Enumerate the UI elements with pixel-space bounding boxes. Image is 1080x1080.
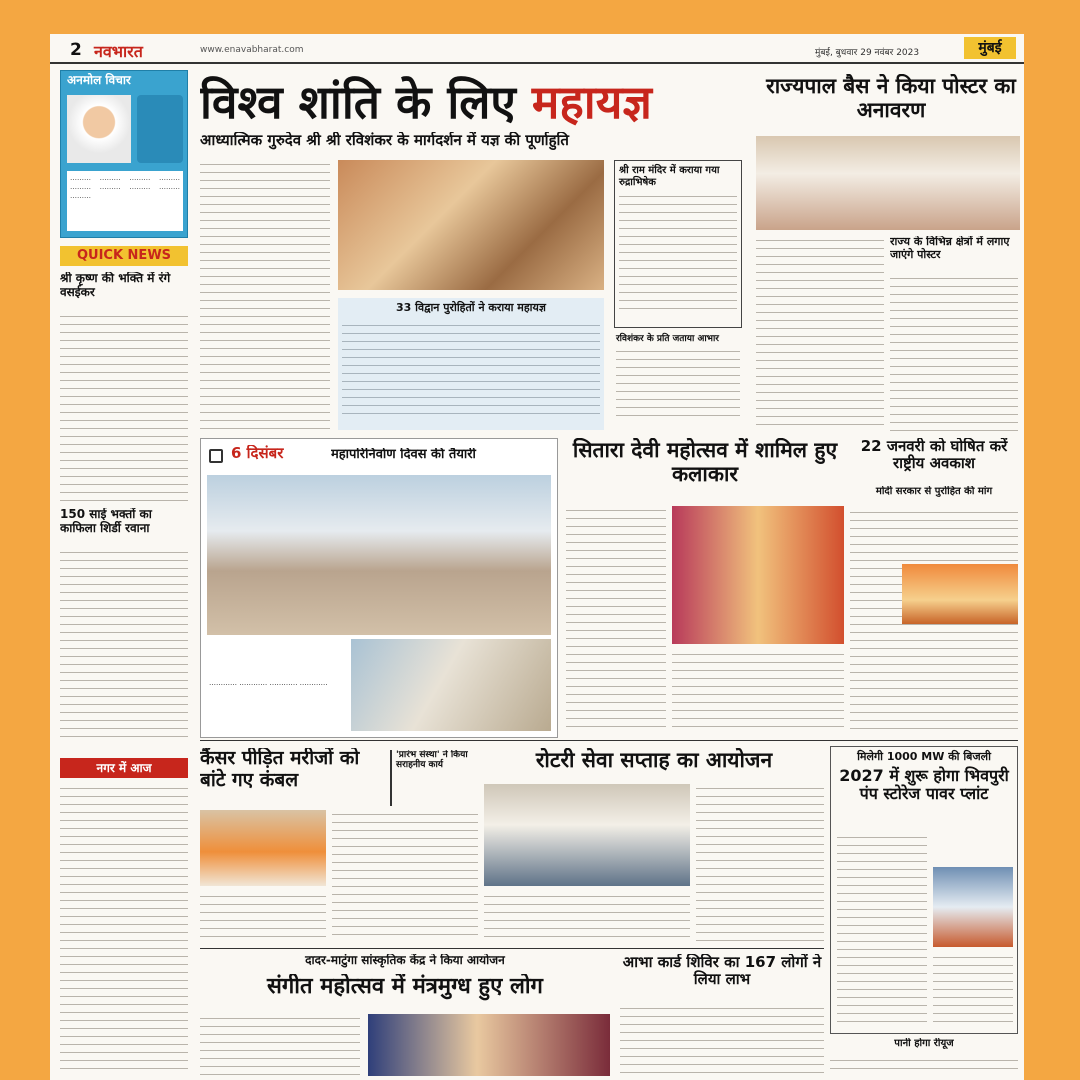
quick-news-headline-2: 150 साई भक्तों का काफिला शिर्डी रवाना xyxy=(60,508,152,535)
power-text xyxy=(837,833,927,1029)
power-plant-box xyxy=(830,746,1018,1034)
dec6-date: 6 दिसंबर xyxy=(231,445,284,462)
cancer-text-2 xyxy=(200,892,326,942)
abha-headline: आभा कार्ड शिविर का 167 लोगों ने लिया लाभ xyxy=(622,954,822,989)
website-url: www.enavabharat.com xyxy=(200,45,304,55)
rotary-headline: रोटरी सेवा सप्ताह का आयोजन xyxy=(535,748,773,772)
power-text-2 xyxy=(933,953,1013,1029)
calendar-icon xyxy=(209,449,223,463)
music-photo xyxy=(368,1014,610,1076)
quick-news-label: QUICK NEWS xyxy=(60,246,188,266)
side-box-2 xyxy=(614,332,742,430)
purohit-box-title: 33 विद्वान पुरोहितों ने कराया महायज्ञ xyxy=(396,301,546,314)
page-number: 2 xyxy=(70,40,82,60)
anmol-vichar-label: अनमोल विचार xyxy=(67,73,131,87)
guru-portrait xyxy=(67,95,131,163)
main-headline-part2: महायज्ञ xyxy=(531,75,652,129)
thought-text: ……… ……… ……… ……… ……… ……… ……… ……… ……… xyxy=(67,171,183,231)
purohit-box-text xyxy=(342,321,600,417)
main-story-text xyxy=(200,160,330,430)
tent-photo xyxy=(207,475,551,635)
construction-photo xyxy=(351,639,551,731)
jan22-headline: 22 जनवरी को घोषित करें राष्ट्रीय अवकाश xyxy=(860,438,1008,473)
governor-headline: राज्यपाल बैस ने किया पोस्टर का अनावरण xyxy=(766,74,1016,123)
quick-news-headline-1: श्री कृष्ण की भक्ति में रंगे वसईकर xyxy=(60,272,171,299)
main-headline xyxy=(200,74,760,130)
quick-news-text-2 xyxy=(60,548,188,744)
sitara-photo xyxy=(672,506,844,644)
hand-logo-icon xyxy=(137,95,183,163)
sitara-text-2 xyxy=(672,650,844,730)
side-box-1-text xyxy=(619,192,737,312)
rotary-text-2 xyxy=(484,892,690,942)
rotary-photo xyxy=(484,784,690,886)
governor-text xyxy=(756,236,884,432)
issue-date: मुंबई, बुधवार 29 नवंबर 2023 xyxy=(815,48,920,58)
newspaper-name: नवभारत xyxy=(94,42,143,61)
abha-text xyxy=(620,1004,824,1076)
cancer-text xyxy=(332,810,478,942)
dadar-kicker: दादर-माटुंगा सांस्कृतिक केंद्र ने किया आयोजन xyxy=(305,954,505,967)
sitara-text xyxy=(566,506,666,730)
jan22-subheadline: मोदी सरकार से पुरोहित की मांग xyxy=(875,486,993,497)
masthead xyxy=(50,34,1024,64)
newspaper-page xyxy=(50,34,1024,1080)
main-subheadline: आध्यात्मिक गुरुदेव श्री श्री रविशंकर के मार्गदर्शन में यज्ञ की पूर्णाहुति xyxy=(200,132,569,149)
side-box-1-headline: श्री राम मंदिर में कराया गया रुद्राभिषेक xyxy=(619,165,720,188)
governor-photo xyxy=(756,136,1020,230)
dadar-divider xyxy=(200,948,824,949)
side-box-2-headline: रविशंकर के प्रति जताया आभार xyxy=(616,334,719,344)
yagna-photo xyxy=(338,160,604,290)
dec6-caption: ………… ………… ………… ………… xyxy=(209,679,328,687)
sitara-headline: सितारा देवी महोत्सव में शामिल हुए कलाकार xyxy=(572,438,838,487)
cancer-tag: 'प्रारंभ संस्था' ने किया सराहनीय कार्य xyxy=(390,750,476,806)
cancer-headline: कैंसर पीड़ित मरीजों को बांटे गए कंबल xyxy=(200,748,360,791)
side-box-2-text xyxy=(616,347,740,423)
nagar-events-list xyxy=(60,784,188,1074)
dec6-title: महापरिनिर्वाण दिवस की तैयारी xyxy=(331,448,476,462)
power-sub-text xyxy=(830,1056,1018,1076)
city-badge: मुंबई xyxy=(964,37,1016,59)
power-kicker: मिलेगी 1000 MW की बिजली xyxy=(857,750,991,763)
purohit-box xyxy=(338,298,604,430)
section-divider xyxy=(200,740,1018,741)
rotary-text xyxy=(696,784,824,942)
power-headline: 2027 में शुरू होगा भिवपुरी पंप स्टोरेज पावर प्लांट xyxy=(839,765,1009,804)
power-subheadline: पानी होगा रीयूज xyxy=(894,1038,954,1049)
side-box-1 xyxy=(614,160,742,328)
main-headline-part1: विश्व शांति के लिए xyxy=(200,75,532,129)
power-plant-photo xyxy=(933,867,1013,947)
governor-subheadline: राज्य के विभिन्न क्षेत्रों में लगाए जाएंगे पोस्टर xyxy=(890,236,1010,261)
ram-temple-photo xyxy=(902,564,1018,624)
dadar-text xyxy=(200,1014,360,1076)
quick-news-text-1 xyxy=(60,312,188,502)
nagar-mein-aaj-label: नगर में आज xyxy=(60,758,188,778)
dadar-headline: संगीत महोत्सव में मंत्रमुग्ध हुए लोग xyxy=(267,974,543,999)
anmol-vichar-box xyxy=(60,70,188,238)
mahaparinirvan-box xyxy=(200,438,558,738)
cancer-photo xyxy=(200,810,326,886)
governor-sub-text xyxy=(890,274,1018,432)
